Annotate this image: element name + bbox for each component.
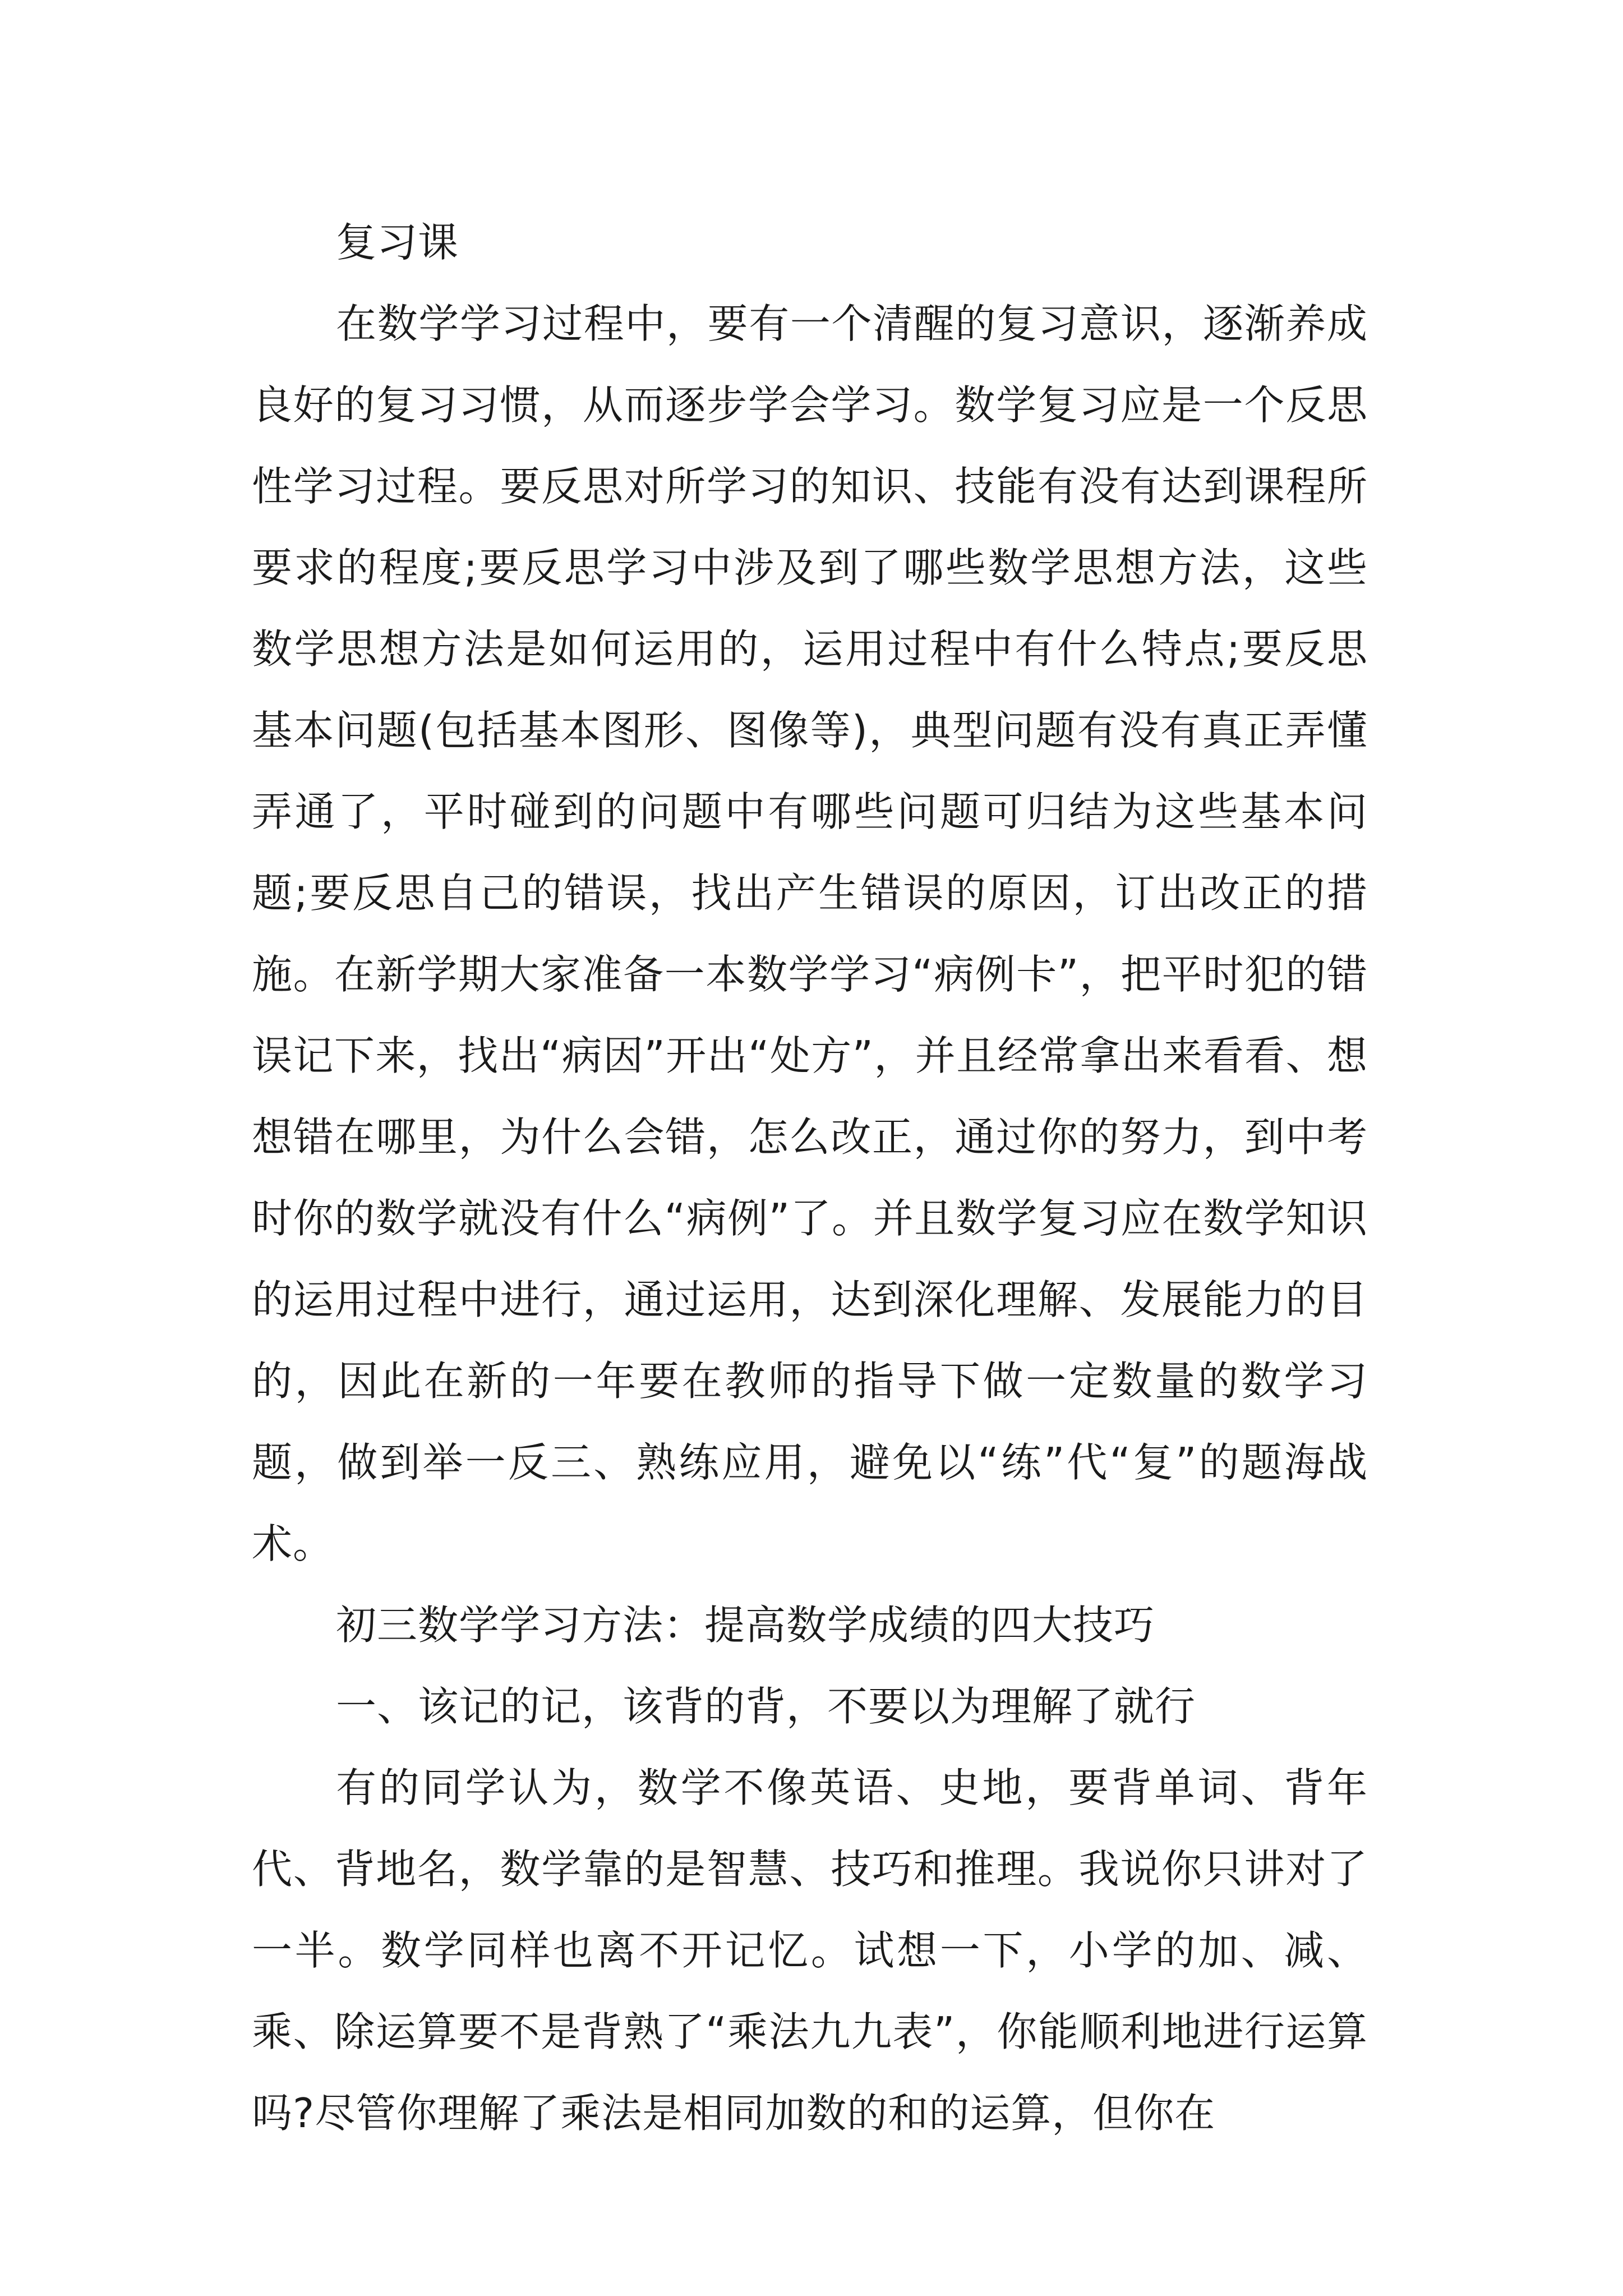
- paragraph-memory-importance: 有的同学认为，数学不像英语、史地，要背单词、背年代、背地名，数学靠的是智慧、技巧和推理。我说你只讲对了一半。数学同样也离不开记忆。试想一下，小学的加、减、乘、除运算要不是背熟了“乘法九九表”，你能顺利地进行运算吗?尽管你理解了乘法是相同加数的和的运算，但你在: [252, 1764, 1368, 2137]
- subheading-memorize: 一、该记的记，该背的背，不要以为理解了就行: [336, 1683, 1196, 1730]
- section-heading-study-methods: 初三数学学习方法：提高数学成绩的四大技巧: [336, 1602, 1155, 1649]
- section-heading-review-class: 复习课: [336, 219, 459, 266]
- paragraph-review-method: 在数学学习过程中，要有一个清醒的复习意识，逐渐养成良好的复习习惯，从而逐步学会学习。数学复习应是一个反思性学习过程。要反思对所学习的知识、技能有没有达到课程所要求的程度;要反思学习中涉及到了哪些数学思想方法，这些数学思想方法是如何运用的，运用过程中有什么特点;要反思基本问题(包括基本图形、图像等)，典型问题有没有真正弄懂弄通了，平时碰到的问题中有哪些问题可归结为这些基本问题;要反思自己的错误，找出产生错误的原因，订出改正的措施。在新学期大家准备一本数学学习“病例卡”，把平时犯的错误记下来，找出“病因”开出“处方”，并且经常拿出来看看、想想错在哪里，为什么会错，怎么改正，通过你的努力，到中考时你的数学就没有什么“病例”了。并且数学复习应在数学知识的运用过程中进行，通过运用，达到深化理解、发展能力的目的，因此在新的一年要在教师的指导下做一定数量的数学习题，做到举一反三、熟练应用，避免以“练”代“复”的题海战术。: [252, 300, 1368, 1567]
- document-body: [252, 202, 1368, 2154]
